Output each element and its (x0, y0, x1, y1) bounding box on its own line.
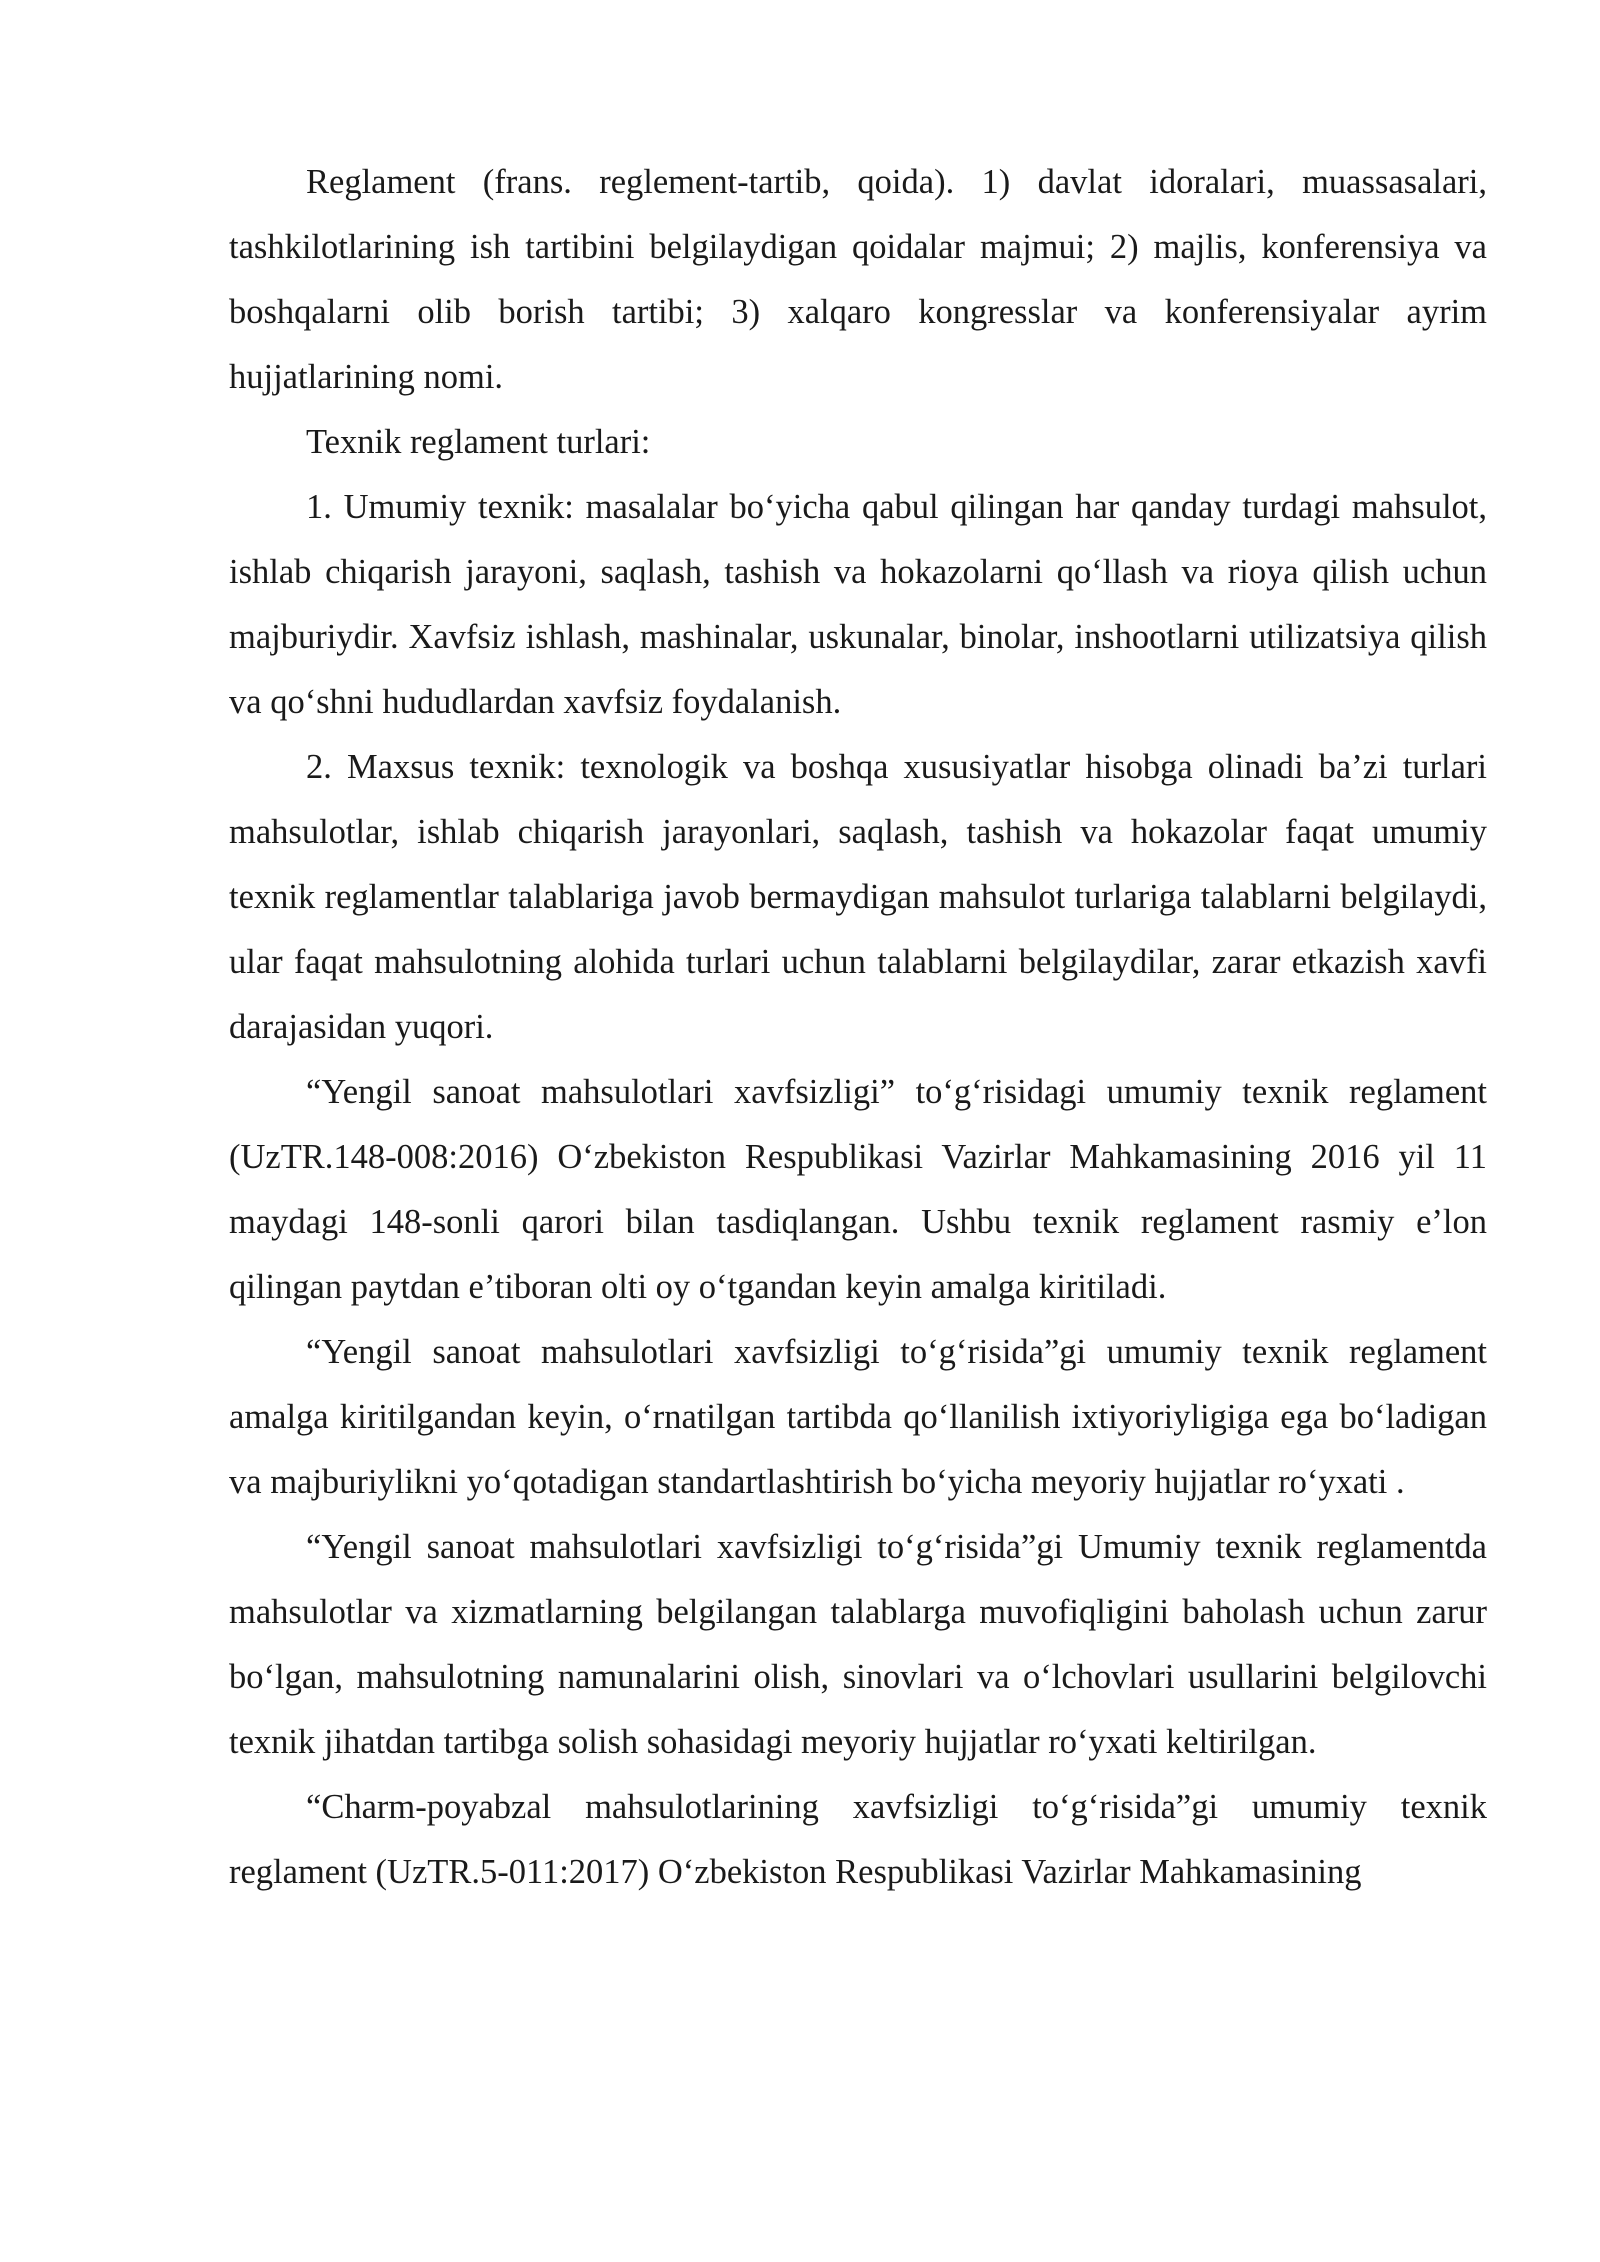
paragraph-general-technical: 1. Umumiy texnik: masalalar bo‘yicha qabul qilingan har qanday turdagi mahsulot, ishlab chiqarish jarayoni, saqlash, tashish va hokazolarni qo‘llash va rioya qilish uchun majburiydir. Xavfsiz ishlash, mashinalar, uskunalar, binolar, inshootlarni utilizatsiya qilish va qo‘shni hududlardan xavfsiz foydalanish. (229, 488, 1487, 721)
paragraph-standards-list: “Yengil sanoat mahsulotlari xavfsizligi to‘g‘risida”gi umumiy texnik reglament amalga kiritilgandan keyin, o‘rnatilgan tartibda qo‘llanilish ixtiyoriyligiga ega bo‘ladigan va majburiylikni yo‘qotadigan standartlashtirish bo‘yicha meyoriy hujjatlar ro‘yxati . (229, 1333, 1487, 1501)
paragraph-normative-documents: “Yengil sanoat mahsulotlari xavfsizligi to‘g‘risida”gi Umumiy texnik reglamentda mahsulotlar va xizmatlarning belgilangan talablarga muvofiqligini baholash uchun zarur bo‘lgan, mahsulotning namunalarini olish, sinovlari va o‘lchovlari usullarini belgilovchi texnik jihatdan tartibga solish sohasidagi meyoriy hujjatlar ro‘yxati keltirilgan. (229, 1528, 1487, 1761)
paragraph-reglament-types-heading: Texnik reglament turlari: (306, 423, 651, 461)
document-body (229, 150, 1487, 1905)
paragraph-leather-footwear-reglament: “Charm-poyabzal mahsulotlarining xavfsizligi to‘g‘risida”gi umumiy texnik reglament (UzTR.5-011:2017) O‘zbekiston Respublikasi Vazirlar Mahkamasining (229, 1788, 1487, 1891)
paragraph-special-technical: 2. Maxsus texnik: texnologik va boshqa xususiyatlar hisobga olinadi ba’zi turlari mahsulotlar, ishlab chiqarish jarayonlari, saqlash, tashish va hokazolar faqat umumiy texnik reglamentlar talablariga javob bermaydigan mahsulot turlariga talablarni belgilaydi, ular faqat mahsulotning alohida turlari uchun talablarni belgilaydilar, zarar etkazish xavfi darajasidan yuqori. (229, 748, 1487, 1046)
paragraph-light-industry-reglament: “Yengil sanoat mahsulotlari xavfsizligi” to‘g‘risidagi umumiy texnik reglament (UzTR.148-008:2016) O‘zbekiston Respublikasi Vazirlar Mahkamasining 2016 yil 11 maydagi 148-sonli qarori bilan tasdiqlangan. Ushbu texnik reglament rasmiy e’lon qilingan paytdan e’tiboran olti oy o‘tgandan keyin amalga kiritiladi. (229, 1073, 1487, 1306)
paragraph-reglament-definition: Reglament (frans. reglement-tartib, qoida). 1) davlat idoralari, muassasalari, tashkilotlarining ish tartibini belgilaydigan qoidalar majmui; 2) majlis, konferensiya va boshqalarni olib borish tartibi; 3) xalqaro kongresslar va konferensiyalar ayrim hujjatlarining nomi. (229, 163, 1487, 396)
